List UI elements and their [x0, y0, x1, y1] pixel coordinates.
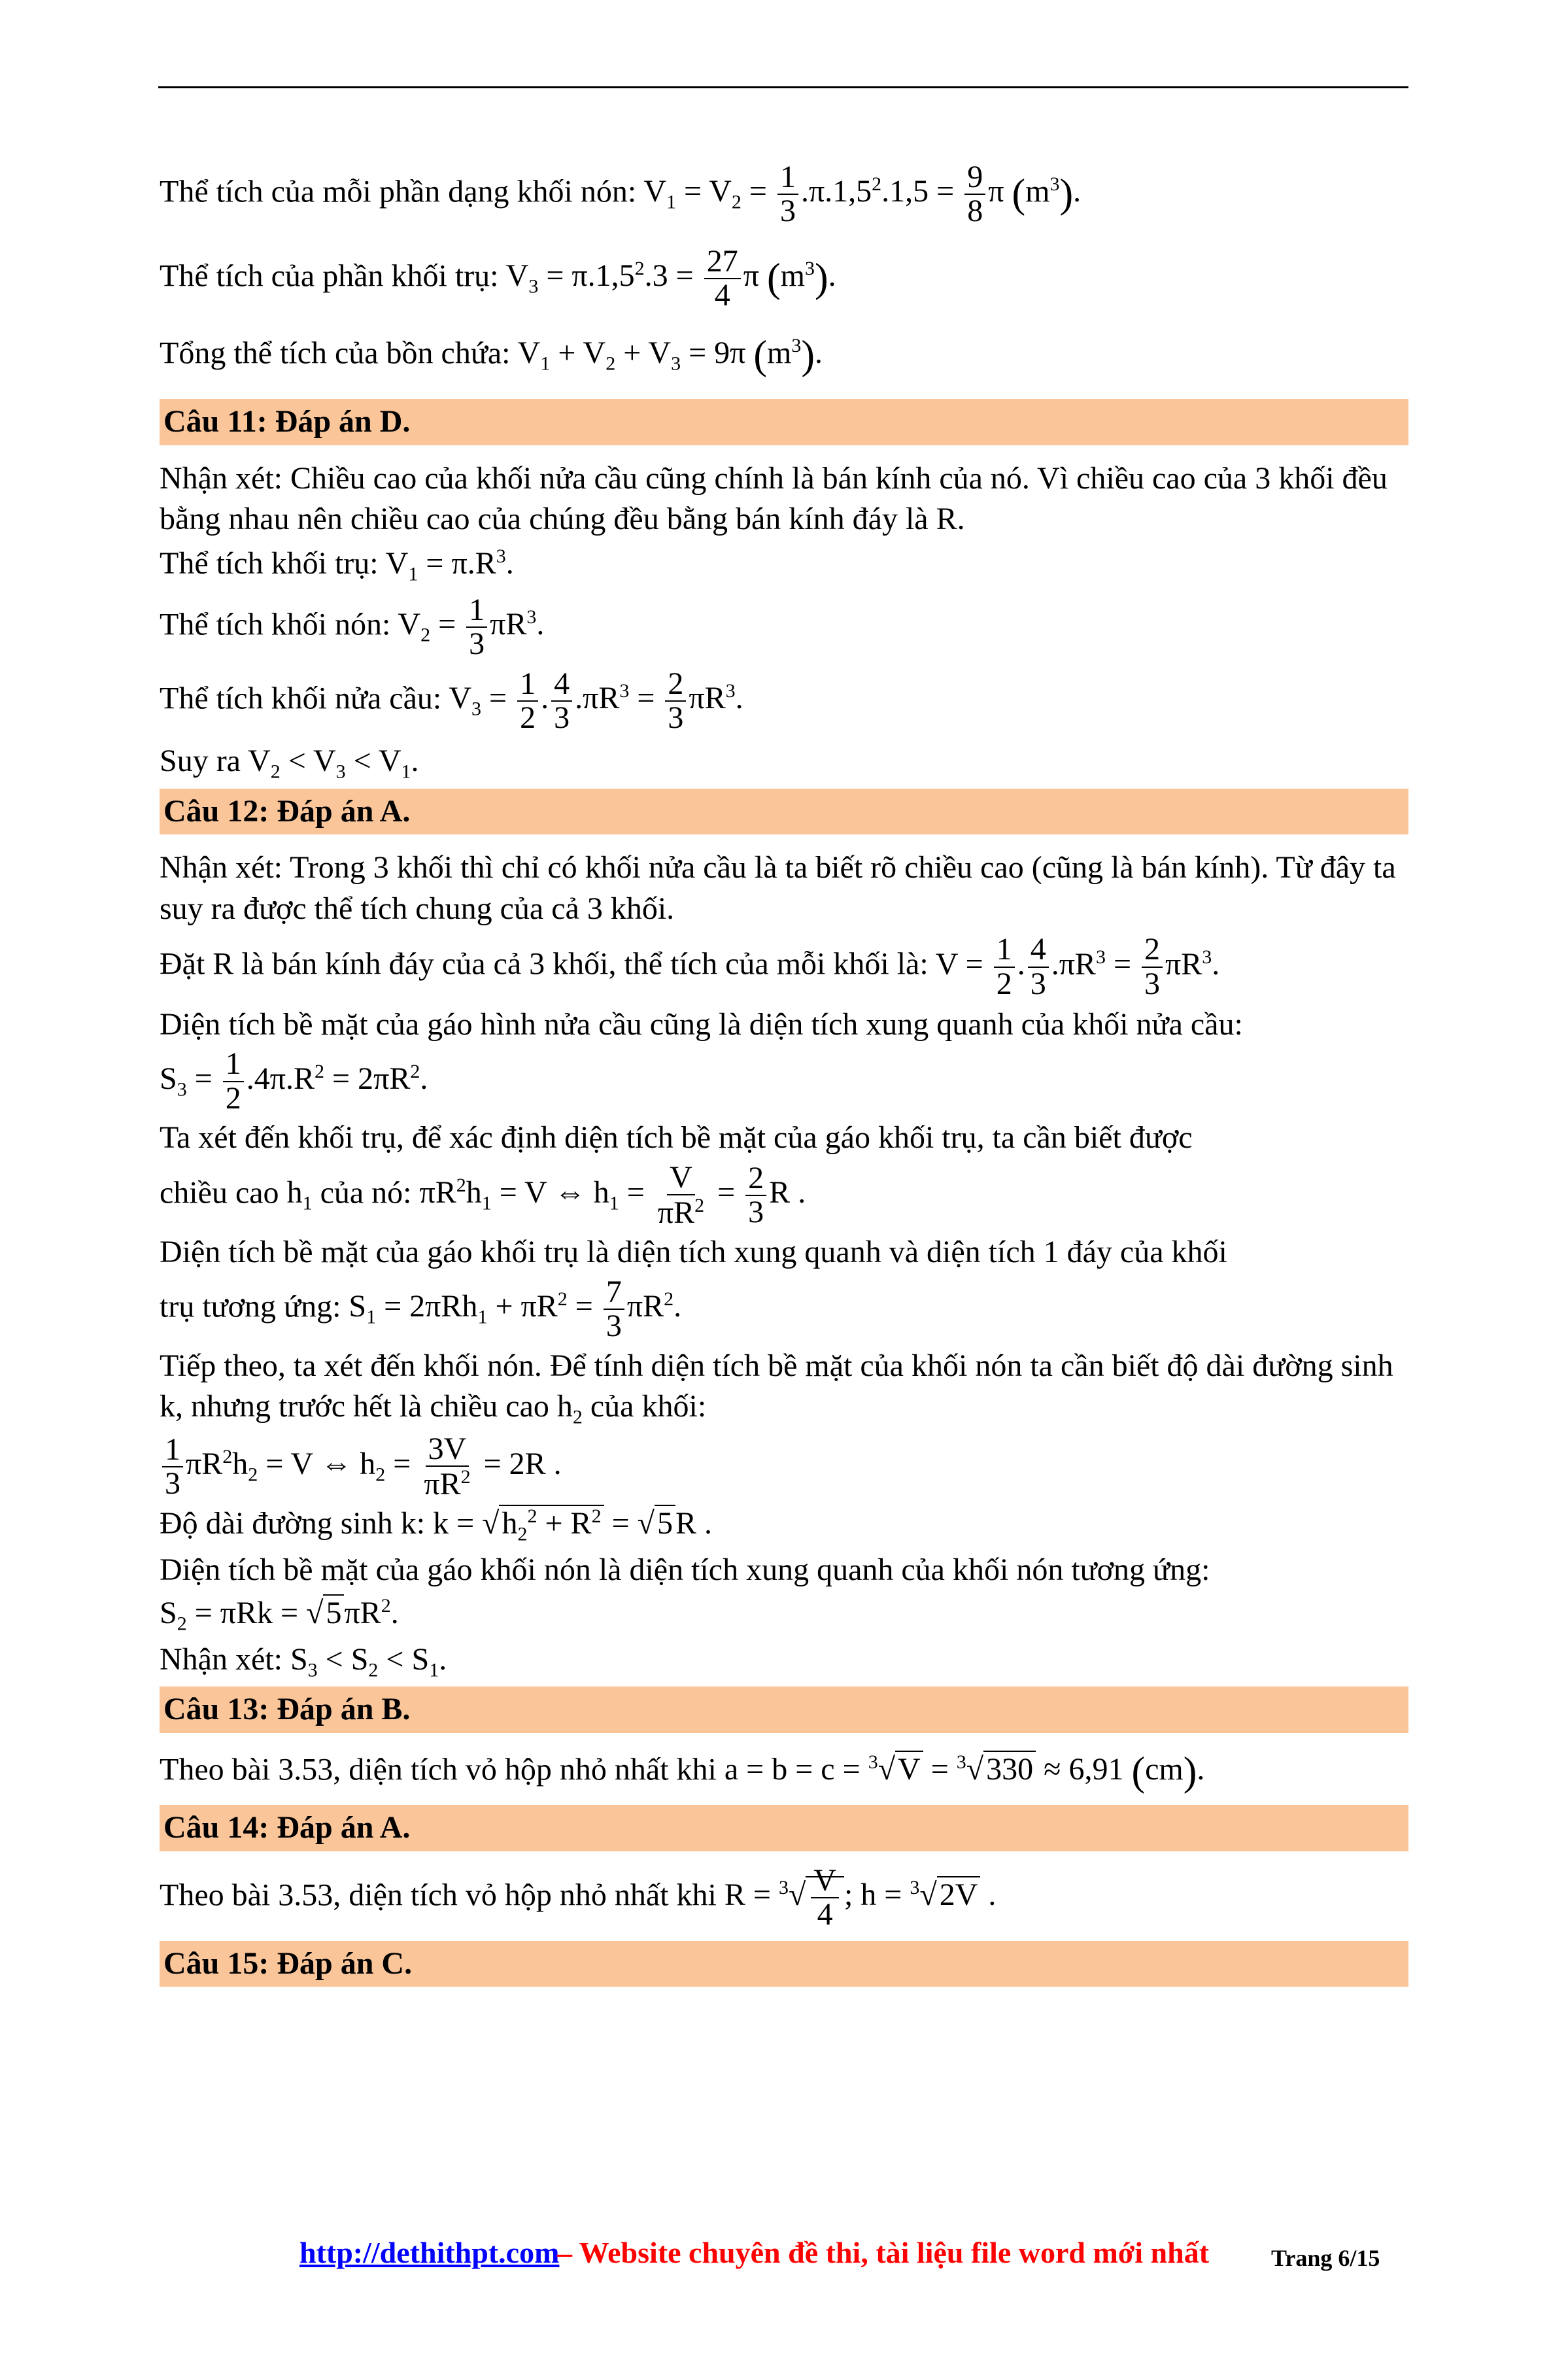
paragraph: Diện tích bề mặt của gáo khối nón là diện tích xung quanh của khối nón tương ứng:	[160, 1552, 1210, 1587]
line-cylinder-volume: Thể tích của phần khối trụ: $V_3 = \pi.1,5^2.3$ = $\frac{27}{4}$ π $(m^3)$.	[160, 243, 836, 313]
footer-text: – Website chuyên đề thi, tài liệu file word mới nhất	[557, 2236, 1210, 2269]
page-number: Trang 6/15	[1271, 2245, 1380, 2271]
formula-line: $S_3$ = $\frac{1}{2}$ $.4\pi.R^2 = 2\pi R^2$.	[160, 1046, 428, 1116]
question-15-heading: Câu 15: Đáp án C.	[160, 1941, 1408, 1987]
paragraph: Ta xét đến khối trụ, để xác định diện tích bề mặt của gáo khối trụ, ta cần biết được	[160, 1120, 1193, 1156]
document-body	[160, 161, 1408, 2000]
question-13-heading: Câu 13: Đáp án B.	[160, 1687, 1408, 1732]
line-cone-volume: Thể tích của mỗi phần dạng khối nón: $V_1 = V_2$ = $\frac{1}{3}$ $.\pi.1,5^2.1,5$ = $\frac{9}{8}$ π $(m^3)$.	[160, 160, 1082, 229]
paragraph: Diện tích bề mặt của gáo khối trụ là diện tích xung quanh và diện tích 1 đáy của khối	[160, 1235, 1227, 1270]
paragraph: Nhận xét: $S_3 < S_2 < S_1$.	[160, 1641, 447, 1681]
paragraph: chiều cao $h_1$ của nó: $\pi R^2h_1 = V$ ⇔ $h_1$ = $\frac{V}{\pi R^2}$ = $\frac{2}{3}$ R .	[160, 1159, 806, 1230]
formula: $V_3 = \pi.1,5^2.3$ = $\frac{27}{4}$ π $(m^3)$.	[505, 243, 836, 313]
header-rule	[158, 86, 1408, 88]
paragraph: Độ dài đường sinh k: $k = √h_2^2 + R^2 = √5R$ .	[160, 1505, 713, 1545]
line-total-volume: Tổng thể tích của bồn chứa: $V_1 + V_2 + V_3 = 9\pi$ $(m^3)$.	[160, 333, 823, 378]
paragraph: trụ tương ứng: $S_1 = 2\pi Rh_1 + \pi R^2$ = $\frac{7}{3}$ $\pi R^2$.	[160, 1274, 682, 1344]
website-link[interactable]: http://dethithpt.com	[299, 2236, 560, 2269]
paragraph: Thể tích khối nón: $V_2$ = $\frac{1}{3}$ $\pi R^3$.	[160, 592, 545, 662]
formula-line: $S_2 = \pi Rk = √5\pi R^2$.	[160, 1595, 399, 1635]
question-14-heading: Câu 14: Đáp án A.	[160, 1805, 1408, 1851]
question-12-heading: Câu 12: Đáp án A.	[160, 789, 1408, 834]
paragraph: Nhận xét: Trong 3 khối thì chỉ có khối nửa cầu là ta biết rõ chiều cao (cũng là bán kính). Từ đây ta suy ra được thể tích chung của cả 3 khối.	[160, 850, 1396, 926]
paragraph: Diện tích bề mặt của gáo hình nửa cầu cũng là diện tích xung quanh của khối nửa cầu:	[160, 1007, 1243, 1042]
paragraph: Thể tích khối nửa cầu: $V_3$ = $\frac{1}{2}$ . $\frac{4}{3}$ $.\pi R^3$ = $\frac{2}{3}$ $\pi R^3$.	[160, 666, 743, 736]
formula: $V_1 + V_2 + V_3 = 9\pi$ $(m^3)$.	[517, 333, 823, 378]
paragraph: Nhận xét: Chiều cao của khối nửa cầu cũng chính là bán kính của nó. Vì chiều cao của 3 khối đều bằng nhau nên chiều cao của chúng đều bằng bán kính đáy là R.	[160, 460, 1388, 536]
paragraph: Đặt R là bán kính đáy của cả 3 khối, thể tích của mỗi khối là: V = $\frac{1}{2}$ . $\frac{4}{3}$ $.\pi R^3$ = $\frac{2}{3}$ $\pi R^3$.	[160, 932, 1220, 1001]
question-11-heading: Câu 11: Đáp án D.	[160, 399, 1408, 445]
paragraph: Theo bài 3.53, diện tích vỏ hộp nhỏ nhất khi a = b = c = $^3$√V = $^3$√330 ≈ 6,91 (cm).	[160, 1749, 1205, 1794]
paragraph: Suy ra $V_2 < V_3 < V_1$.	[160, 744, 419, 783]
formula: $V_1 = V_2$ = $\frac{1}{3}$ $.\pi.1,5^2.1,5$ = $\frac{9}{8}$ π $(m^3)$.	[643, 160, 1082, 229]
formula-line: $\frac{1}{3}$ $\pi R^2h_2 = V$ ⇔ $h_2$ = $\frac{3V}{\pi R^2}$ = 2R .	[160, 1433, 1408, 1501]
paragraph: Thể tích khối trụ: $V_1 = \pi.R^3$.	[160, 545, 514, 585]
paragraph: Theo bài 3.53, diện tích vỏ hộp nhỏ nhất khi R = $^3$√ $\frac{V}{4}$ ; h = $^3$√2V .	[160, 1862, 997, 1932]
paragraph: Tiếp theo, ta xét đến khối nón. Để tính diện tích bề mặt của khối nón ta cần biết độ dài đường sinh k, nhưng trước hết là chiều cao $h_2$ của khối:	[160, 1348, 1393, 1428]
